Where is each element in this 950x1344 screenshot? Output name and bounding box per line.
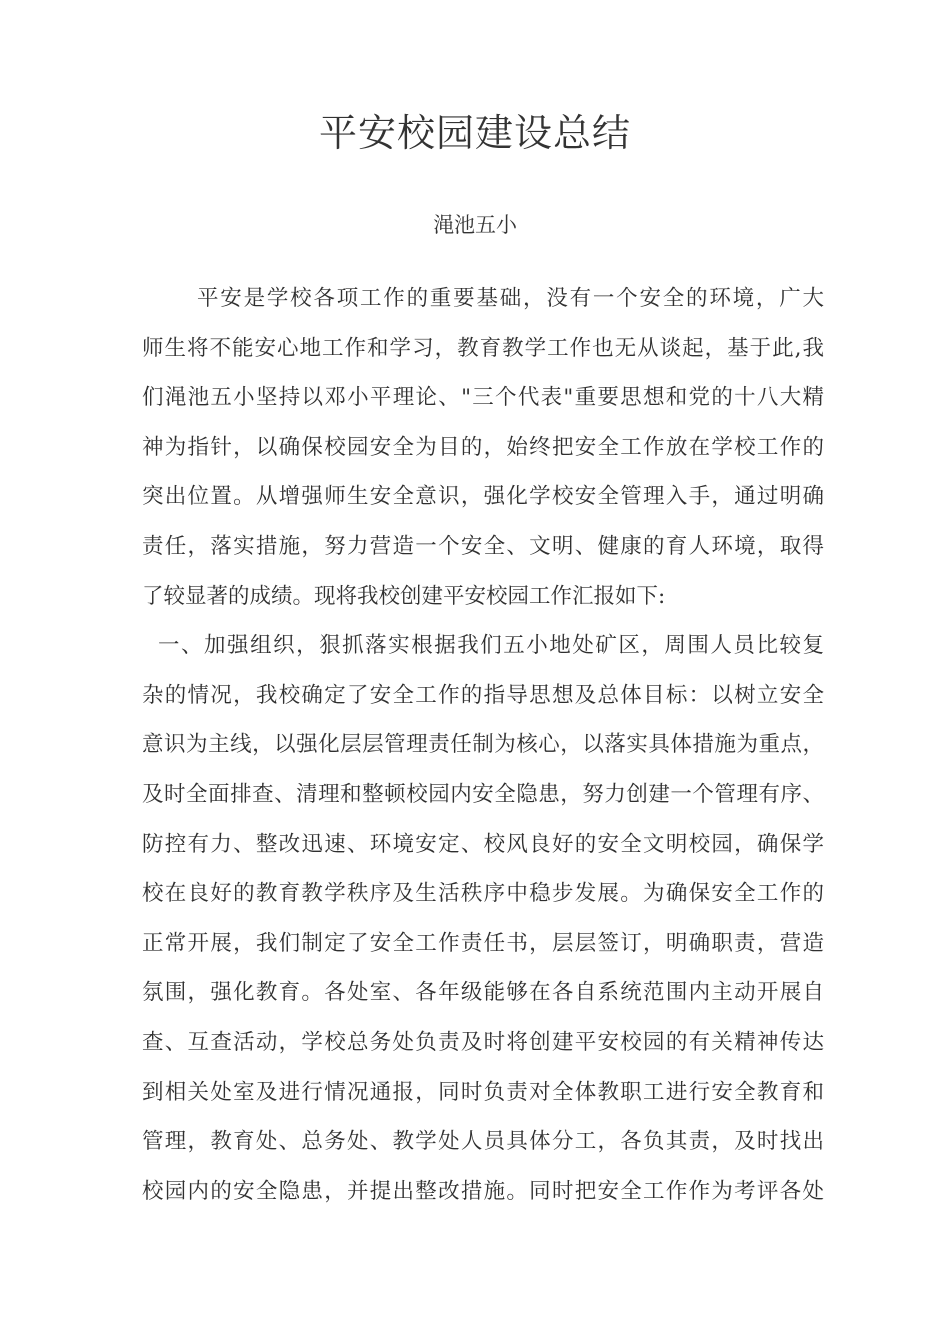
document-author: 渑池五小 xyxy=(433,213,517,237)
body-line: 突出位置。从增强师生安全意识，强化学校安全管理入手，通过明确 xyxy=(142,484,824,510)
body-line: 管理，教育处、总务处、教学处人员具体分工，各负其责，及时找出 xyxy=(142,1129,824,1155)
body-line: 查、互查活动，学校总务处负责及时将创建平安校园的有关精神传达 xyxy=(142,1029,824,1055)
body-line: 杂的情况，我校确定了安全工作的指导思想及总体目标：以树立安全 xyxy=(142,682,824,708)
body-line: 防控有力、整改迅速、环境安定、校风良好的安全文明校园，确保学 xyxy=(142,831,824,857)
body-line: 了较显著的成绩。现将我校创建平安校园工作汇报如下: xyxy=(142,583,666,609)
body-line: 一、加强组织，狠抓落实根据我们五小地处矿区，周围人员比较复 xyxy=(158,633,824,659)
body-line: 正常开展，我们制定了安全工作责任书，层层签订，明确职责，营造 xyxy=(142,930,824,956)
body-line: 师生将不能安心地工作和学习，教育教学工作也无从谈起，基于此,我 xyxy=(142,335,824,361)
body-line: 神为指针，以确保校园安全为目的，始终把安全工作放在学校工作的 xyxy=(142,434,824,460)
document-body xyxy=(142,281,824,1223)
body-line: 意识为主线，以强化层层管理责任制为核心，以落实具体措施为重点， xyxy=(142,732,824,758)
body-line: 氛围，强化教育。各处室、各年级能够在各自系统范围内主动开展自 xyxy=(142,980,824,1006)
body-line: 们渑池五小坚持以邓小平理论、"三个代表"重要思想和党的十八大精 xyxy=(142,385,824,411)
body-line: 责任，落实措施，努力营造一个安全、文明、健康的育人环境，取得 xyxy=(142,533,824,559)
body-line: 校在良好的教育教学秩序及生活秩序中稳步发展。为确保安全工作的 xyxy=(142,881,824,907)
body-line: 校园内的安全隐患，并提出整改措施。同时把安全工作作为考评各处 xyxy=(142,1178,824,1204)
body-line: 及时全面排查、清理和整顿校园内安全隐患，努力创建一个管理有序、 xyxy=(142,781,824,807)
body-line: 到相关处室及进行情况通报，同时负责对全体教职工进行安全教育和 xyxy=(142,1079,824,1105)
document-title: 平安校园建设总结 xyxy=(318,111,631,155)
body-line: 平安是学校各项工作的重要基础，没有一个安全的环境，广大 xyxy=(197,286,824,311)
